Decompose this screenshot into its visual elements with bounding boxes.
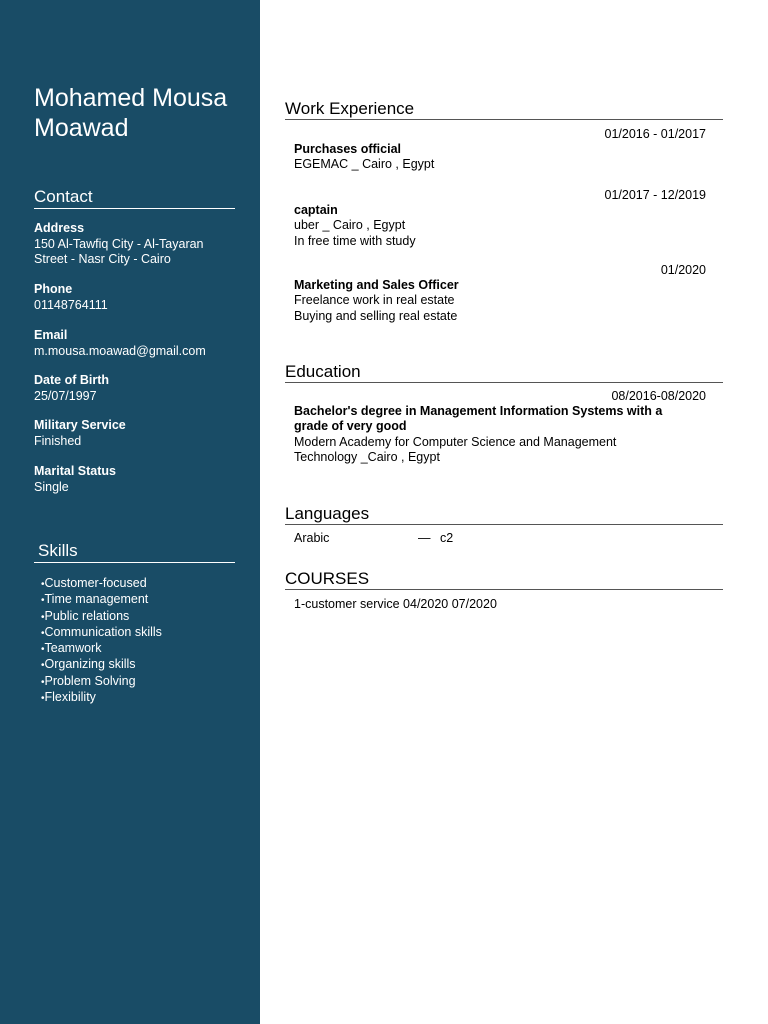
skill-item: • Time management	[41, 592, 162, 608]
courses-heading: COURSES	[285, 569, 723, 590]
education-detail: Technology _Cairo , Egypt	[294, 449, 440, 464]
education-entry	[294, 404, 714, 465]
job-date: 01/2020	[660, 263, 706, 277]
skill-item: • Teamwork	[41, 641, 162, 657]
address-field	[34, 221, 244, 268]
work-experience-heading: Work Experience	[285, 99, 723, 120]
address-line-2: Street - Nasr City - Cairo	[34, 252, 171, 266]
job-detail: Buying and selling real estate	[294, 308, 458, 323]
dob-field	[34, 373, 244, 404]
address-line-1: 150 Al-Tawfiq City - Al-Tayaran	[34, 236, 204, 251]
phone-field	[34, 282, 244, 313]
marital-label: Marital Status	[34, 464, 116, 478]
job-entry	[294, 278, 714, 324]
skill-item: • Problem Solving	[41, 674, 162, 690]
job-date: 01/2017 - 12/2019	[604, 188, 706, 202]
contact-heading: Contact	[34, 187, 235, 209]
dob-value: 25/07/1997	[34, 388, 97, 403]
email-field	[34, 328, 244, 359]
marital-field	[34, 464, 244, 495]
email-value: m.mousa.moawad@gmail.com	[34, 343, 206, 358]
education-detail: Modern Academy for Computer Science and Management	[294, 434, 617, 449]
skill-item: • Flexibility	[41, 690, 162, 706]
name-line-1: Mohamed Mousa	[34, 84, 228, 112]
job-title: captain	[294, 203, 338, 217]
education-heading: Education	[285, 362, 723, 383]
phone-value: 01148764111	[34, 297, 108, 312]
marital-value: Single	[34, 479, 69, 494]
skill-item: • Public relations	[41, 609, 162, 625]
address-label: Address	[34, 221, 85, 235]
email-label: Email	[34, 328, 68, 342]
phone-label: Phone	[34, 282, 73, 296]
job-detail: EGEMAC _ Cairo , Egypt	[294, 157, 435, 172]
language-level: c2	[440, 531, 454, 545]
language-dash: —	[418, 531, 431, 545]
degree-title: Bachelor's degree in Management Information Systems with a	[294, 404, 663, 418]
job-detail: Freelance work in real estate	[294, 293, 455, 308]
job-detail: In free time with study	[294, 233, 416, 248]
job-title: Marketing and Sales Officer	[294, 278, 459, 292]
degree-title: grade of very good	[294, 419, 407, 434]
military-label: Military Service	[34, 418, 126, 432]
skills-heading: Skills	[34, 541, 235, 563]
skills-list	[41, 576, 162, 706]
candidate-name	[34, 83, 249, 143]
dob-label: Date of Birth	[34, 373, 109, 387]
job-entry	[294, 142, 714, 173]
military-field	[34, 418, 244, 449]
job-title: Purchases official	[294, 142, 401, 156]
sidebar	[0, 0, 260, 1024]
military-value: Finished	[34, 433, 82, 448]
name-line-2: Moawad	[34, 114, 129, 142]
skill-item: • Communication skills	[41, 625, 162, 641]
education-date: 08/2016-08/2020	[611, 389, 706, 403]
job-date: 01/2016 - 01/2017	[604, 127, 706, 141]
language-name: Arabic	[294, 531, 330, 545]
job-entry	[294, 203, 714, 249]
languages-heading: Languages	[285, 504, 723, 525]
job-detail: uber _ Cairo , Egypt	[294, 218, 406, 233]
skill-item: • Organizing skills	[41, 657, 162, 673]
course-item: 1-customer service 04/2020 07/2020	[294, 597, 497, 611]
skill-item: • Customer-focused	[41, 576, 162, 592]
